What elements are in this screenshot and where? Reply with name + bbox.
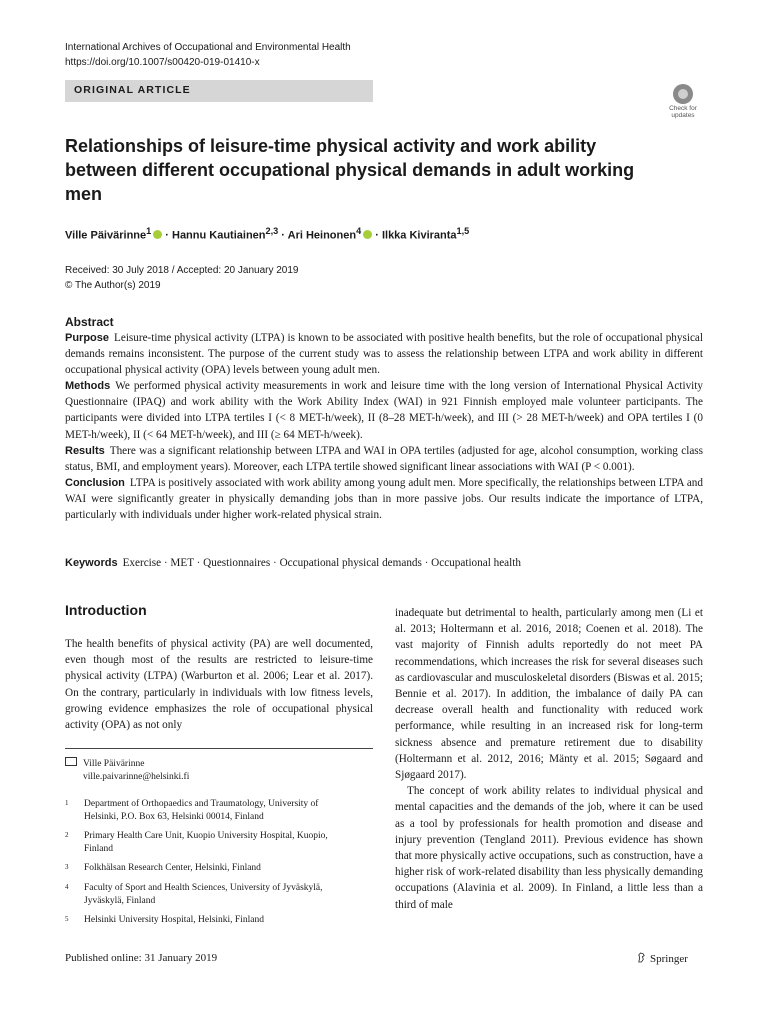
corresponding-email[interactable]: ville.paivarinne@helsinki.fi — [83, 772, 190, 782]
received-accepted: Received: 30 July 2018 / Accepted: 20 January 2019 — [65, 265, 299, 276]
affiliation-item — [65, 882, 324, 907]
publisher-logo[interactable] — [637, 952, 688, 965]
author-name[interactable]: Ville Päivärinne — [65, 229, 147, 242]
article-dates — [65, 263, 299, 293]
correspondence-block — [65, 757, 189, 784]
intro-paragraph-2: The concept of work ability relates to individual physical and mental capacities and the demands of the job, where it can be used as a tool by professionals for health promotion and disease and injury prevention (Tengland 2011). Previous evidence has shown that more physically active occupations, such as construction, have a higher risk of work-related disability than less physically demanding occupations (Alavinia et al. 2009). In Finland, a little less than a third of male — [395, 785, 703, 911]
introduction-heading: Introduction — [65, 602, 147, 618]
purpose-text: Leisure-time physical activity (LTPA) is known to be associated with positive health benefits, but the role of occupational physical demands remains inconsistent. The purpose of the current study was to assess the relationship between LTPA and work ability in different occupational physical activity (OPA) levels between young adult men. — [65, 332, 703, 377]
affiliation-text: Folkhälsan Research Center, Helsinki, Finland — [84, 863, 261, 873]
article-type-label: ORIGINAL ARTICLE — [74, 84, 191, 96]
author-name[interactable]: Ari Heinonen — [287, 229, 357, 242]
orcid-icon[interactable] — [363, 230, 372, 239]
affiliation-text: Faculty of Sport and Health Sciences, University of Jyväskylä, Jyväskylä, Finland — [84, 883, 323, 906]
keywords-label: Keywords — [65, 557, 118, 569]
affiliation-number: 5 — [65, 915, 69, 923]
affiliation-number: 4 — [65, 883, 69, 891]
author-affiliation: 1,5 — [456, 226, 470, 236]
journal-header — [65, 40, 351, 70]
conclusion-label: Conclusion — [65, 476, 125, 489]
abstract-methods — [65, 378, 703, 442]
author-name[interactable]: Ilkka Kiviranta — [381, 229, 457, 242]
affiliation-text: Primary Health Care Unit, Kuopio University Hospital, Kuopio, Finland — [84, 831, 328, 854]
methods-label: Methods — [65, 380, 111, 393]
article-title: Relationships of leisure-time physical activity and work ability between different occupational physical demands in adult working men — [65, 136, 635, 204]
footnote-divider — [65, 748, 373, 749]
affiliation-number: 2 — [65, 831, 69, 839]
affiliation-text: Helsinki University Hospital, Helsinki, Finland — [84, 915, 264, 925]
published-online: Published online: 31 January 2019 — [65, 952, 218, 964]
methods-text: We performed physical activity measurements in work and leisure time with the long version of International Physical Activity Questionnaire (IPAQ) and work ability with the Work Ability Index (WAI) in 921 Finnish employed male volunteer participants. The participants were divided into LTPA tertiles I (< 8 MET-h/week), II (8–28 MET-h/week), and III (> 28 MET-h/week) and OPA tertiles I (0 MET-h/week), II (< 64 MET-h/week), and III (≥ 64 MET-h/week). — [65, 380, 703, 441]
doi-link[interactable]: https://doi.org/10.1007/s00420-019-01410-x — [65, 57, 260, 68]
abstract-conclusion — [65, 475, 703, 523]
author-list: Ville Päivärinne$^1$ · Hannu Kautiainen$^{2,3}$ · Ari Heinonen$^4$ · Ilkka Kiviranta$^{1,5}$ — [65, 226, 470, 242]
affiliation-item — [65, 830, 344, 855]
badge-text-2: updates — [671, 112, 695, 119]
conclusion-text: LTPA is positively associated with work ability among young adult men. More specifically, the relationships between LTPA and WAI were significantly greater in physically demanding jobs than in more passive jobs. Our results indicate the importance of LTPA, particularly with individuals under higher work-related physical strain. — [65, 476, 703, 522]
introduction-left-text: The health benefits of physical activity (PA) are well documented, even though most of the results are restricted to leisure-time physical activity (LTPA) (Warburton et al. 2006; Lear et al. 2017). On the contrary, particularly in individuals with low fitness levels, growing evidence emphasizes the role of occupational physical activity (OPA) as not only — [65, 638, 373, 732]
publisher-name: Springer — [650, 953, 688, 965]
abstract-results — [65, 443, 703, 475]
springer-horse-icon — [637, 952, 646, 963]
results-text: There was a significant relationship between LTPA and WAI in OPA tertiles (adjusted for age, alcohol consumption, working class status, BMI, and employment years). Moreover, each LTPA tertile showed significant linear associations with WAI (P < 0.001). — [65, 444, 703, 473]
author-affiliation: 2,3 — [265, 226, 279, 236]
check-updates-icon — [673, 84, 693, 104]
introduction-right-column — [395, 605, 703, 913]
affiliation-item — [65, 798, 354, 823]
affiliation-number: 1 — [65, 799, 69, 807]
corresponding-author: Ville Päivärinne — [83, 759, 145, 769]
keywords-text: Exercise · MET · Questionnaires · Occupational physical demands · Occupational health — [122, 557, 521, 569]
abstract-section — [65, 314, 703, 523]
intro-paragraph-1: inadequate but detrimental to health, particularly among men (Li et al. 2013; Holtermann et al. 2016, 2018; Coenen et al. 2018). The vast majority of Finnish adults reportedly do not meet PA recommendations, which increases the risk for several diseases such as cardiovascular and musculoskeletal disorders (Biswas et al. 2015; Bennie et al. 2017). In addition, the imbalance of daily PA can decrease overall health and functionality with reduced work performance, while resulting in an increased risk for long-term sickness absence and premature retirement due to disability (Holtermann et al. 2012, 2016; Mänty et al. 2015; Søgaard and Sjøgaard 2017). — [395, 607, 703, 782]
author-affiliation: 4 — [356, 226, 362, 236]
keywords-line — [65, 557, 521, 569]
results-label: Results — [65, 444, 105, 457]
affiliation-number: 3 — [65, 863, 69, 871]
abstract-heading: Abstract — [65, 315, 114, 329]
purpose-label: Purpose — [65, 332, 110, 344]
badge-text-1: Check for — [669, 105, 697, 112]
affiliation-item — [65, 862, 344, 875]
affiliation-item — [65, 914, 344, 927]
author-affiliation: 1 — [146, 226, 152, 236]
copyright-line: © The Author(s) 2019 — [65, 280, 161, 291]
article-type-band — [65, 80, 373, 102]
orcid-icon[interactable] — [153, 230, 162, 239]
abstract-purpose — [65, 330, 703, 378]
journal-name: International Archives of Occupational and Environmental Health — [65, 42, 351, 53]
author-name[interactable]: Hannu Kautiainen — [172, 229, 266, 242]
check-for-updates-badge[interactable] — [663, 84, 703, 124]
affiliation-text: Department of Orthopaedics and Traumatology, University of Helsinki, P.O. Box 63, Helsinki 00014, Finland — [84, 799, 319, 822]
envelope-icon — [65, 757, 77, 766]
